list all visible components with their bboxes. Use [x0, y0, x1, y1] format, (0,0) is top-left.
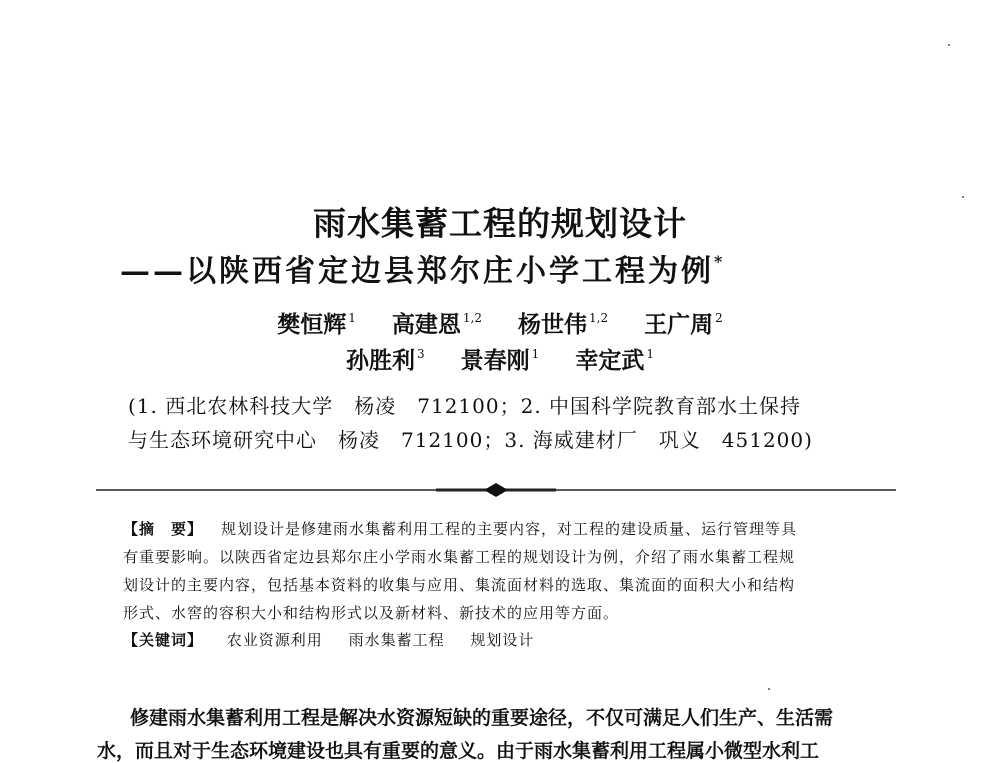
- paper-subtitle: [120, 246, 725, 290]
- body-paragraph-line-1: 修建雨水集蓄利用工程是解决水资源短缺的重要途径，不仅可满足人们生产、生活需: [130, 707, 834, 729]
- keyword: 雨水集蓄工程: [348, 631, 445, 649]
- affiliation-line-1: (1. 西北农林科技大学 杨凌 712100；2. 中国科学院教育部水土保持: [128, 394, 802, 418]
- paper-title: 雨水集蓄工程的规划设计: [313, 204, 687, 243]
- body-paragraph-line-2: 水，而且对于生态环境建设也具有重要的意义。由于雨水集蓄利用工程属小微型水利工: [97, 740, 820, 762]
- abstract-line-1: 【摘 要】 规划设计是修建雨水集蓄利用工程的主要内容，对工程的建设质量、运行管理等具: [123, 520, 798, 538]
- keywords-line: [123, 629, 554, 650]
- abstract-line-3: 划设计的主要内容，包括基本资料的收集与应用、集流面材料的选取、集流面的面积大小和结构: [123, 576, 796, 594]
- funding-footnote-mark: *: [714, 252, 726, 271]
- keyword: 规划设计: [470, 631, 535, 649]
- author: 杨世伟 $^{1,2}$: [518, 311, 609, 338]
- affiliation-line-2: 与生态环境研究中心 杨凌 712100；3. 海威建材厂 巩义 451200): [128, 428, 813, 452]
- scan-speck: [962, 196, 964, 198]
- abstract-line-4: 形式、水窖的容积大小和结构形式以及新材料、新技术的应用等方面。: [123, 604, 620, 622]
- abstract-label: 【摘 要】: [123, 520, 204, 538]
- author: 孙胜利 $^3$: [346, 347, 425, 374]
- author-list-line-1: [0, 306, 1000, 339]
- keywords-label: 【关键词】: [123, 631, 204, 649]
- abstract-line-2: 有重要影响。以陕西省定边县郑尔庄小学雨水集蓄工程的规划设计为例，介绍了雨水集蓄工程规: [123, 548, 796, 566]
- scan-speck: [948, 44, 950, 46]
- section-divider: [96, 480, 896, 500]
- author: 高建恩 $^{1,2}$: [391, 311, 482, 338]
- author-list-line-2: [0, 342, 1000, 375]
- author: 樊恒辉 $^1$: [277, 311, 356, 338]
- scan-speck: [768, 688, 770, 690]
- keyword: 农业资源利用: [226, 631, 323, 649]
- author: 景春刚 $^1$: [460, 347, 540, 374]
- author: 王广周 $^2$: [644, 311, 723, 338]
- subtitle-text: ——以陕西省定边县郑尔庄小学工程为例: [120, 254, 714, 289]
- author: 幸定武 $^1$: [575, 347, 654, 374]
